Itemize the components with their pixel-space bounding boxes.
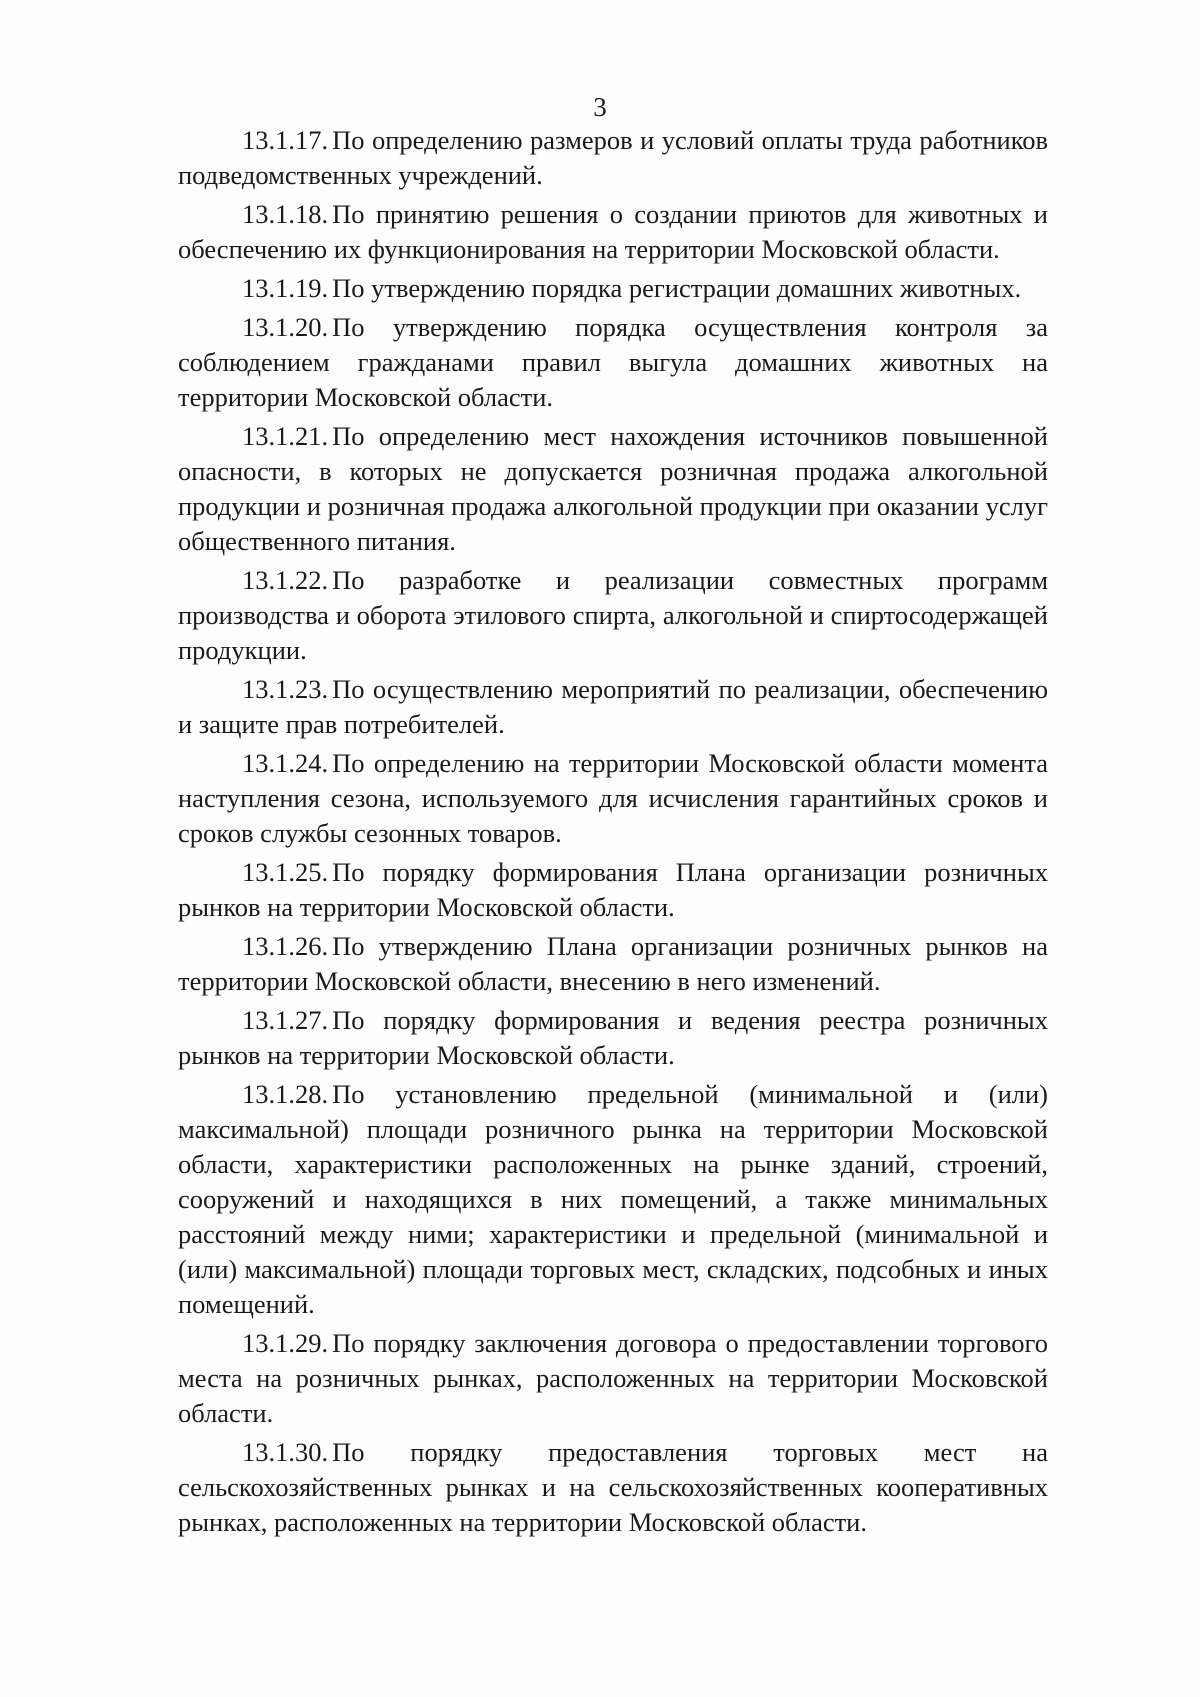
paragraph-13-1-20: [178, 310, 1048, 415]
paragraph-13-1-27: [178, 1003, 1048, 1073]
paragraph-13-1-26: [178, 929, 1048, 999]
paragraph-text: По определению размеров и условий оплаты труда работников подведомственных учреждений.: [178, 125, 1048, 190]
document-body: [178, 123, 1048, 1544]
page-number: 3: [593, 92, 607, 122]
paragraph-number: 13.1.18.: [242, 199, 329, 229]
paragraph-number: 13.1.27.: [242, 1005, 329, 1035]
paragraph-text: По определению на территории Московской области момента наступления сезона, используемого для исчисления гарантийных сроков и сроков службы сезонных товаров.: [178, 748, 1048, 848]
paragraph-text: По утверждению порядка осуществления контроля за соблюдением гражданами правил выгула домашних животных на территории Московской области.: [178, 312, 1048, 412]
paragraph-text: По утверждению порядка регистрации домашних животных.: [332, 273, 1022, 303]
paragraph-13-1-28: [178, 1077, 1048, 1322]
paragraph-text: По порядку формирования и ведения реестра розничных рынков на территории Московской области.: [178, 1005, 1048, 1070]
paragraph-number: 13.1.23.: [242, 674, 329, 704]
paragraph-number: 13.1.25.: [242, 857, 329, 887]
paragraph-number: 13.1.17.: [242, 125, 329, 155]
paragraph-number: 13.1.28.: [242, 1079, 329, 1109]
paragraph-13-1-24: [178, 746, 1048, 851]
paragraph-number: 13.1.20.: [242, 312, 329, 342]
paragraph-13-1-25: [178, 855, 1048, 925]
paragraph-number: 13.1.24.: [242, 748, 329, 778]
paragraph-text: По порядку заключения договора о предоставлении торгового места на розничных рынках, расположенных на территории Московской области.: [178, 1328, 1048, 1428]
paragraph-number: 13.1.29.: [242, 1328, 329, 1358]
paragraph-13-1-22: [178, 563, 1048, 668]
paragraph-13-1-30: [178, 1435, 1048, 1540]
paragraph-text: По порядку предоставления торговых мест на сельскохозяйственных рынках и на сельскохозяйственных кооперативных рынках, расположенных на территории Московской области.: [178, 1437, 1048, 1537]
paragraph-number: 13.1.22.: [242, 565, 329, 595]
paragraph-13-1-29: [178, 1326, 1048, 1431]
paragraph-13-1-17: [178, 123, 1048, 193]
paragraph-text: По осуществлению мероприятий по реализации, обеспечению и защите прав потребителей.: [178, 674, 1048, 739]
paragraph-13-1-19: [178, 271, 1048, 306]
paragraph-13-1-23: [178, 672, 1048, 742]
paragraph-13-1-21: [178, 419, 1048, 559]
paragraph-number: 13.1.30.: [242, 1437, 329, 1467]
paragraph-text: По порядку формирования Плана организации розничных рынков на территории Московской области.: [178, 857, 1048, 922]
paragraph-number: 13.1.21.: [242, 421, 329, 451]
paragraph-text: По принятию решения о создании приютов для животных и обеспечению их функционирования на территории Московской области.: [178, 199, 1048, 264]
paragraph-number: 13.1.19.: [242, 273, 329, 303]
paragraph-13-1-18: [178, 197, 1048, 267]
paragraph-text: По утверждению Плана организации розничных рынков на территории Московской области, внесению в него изменений.: [178, 931, 1048, 996]
paragraph-text: По разработке и реализации совместных программ производства и оборота этилового спирта, алкогольной и спиртосодержащей продукции.: [178, 565, 1048, 665]
paragraph-text: По установлению предельной (минимальной и (или) максимальной) площади розничного рынка на территории Московской области, характеристики расположенных на рынке зданий, строений, сооружений и находящихся в них помещений, а также минимальных расстояний между ними; характеристики и предельной (минимальной и (или) максимальной) площади торговых мест, складских, подсобных и иных помещений.: [178, 1079, 1048, 1319]
paragraph-text: По определению мест нахождения источников повышенной опасности, в которых не допускается розничная продажа алкогольной продукции и розничная продажа алкогольной продукции при оказании услуг общественного питания.: [178, 421, 1048, 556]
paragraph-number: 13.1.26.: [242, 931, 329, 961]
